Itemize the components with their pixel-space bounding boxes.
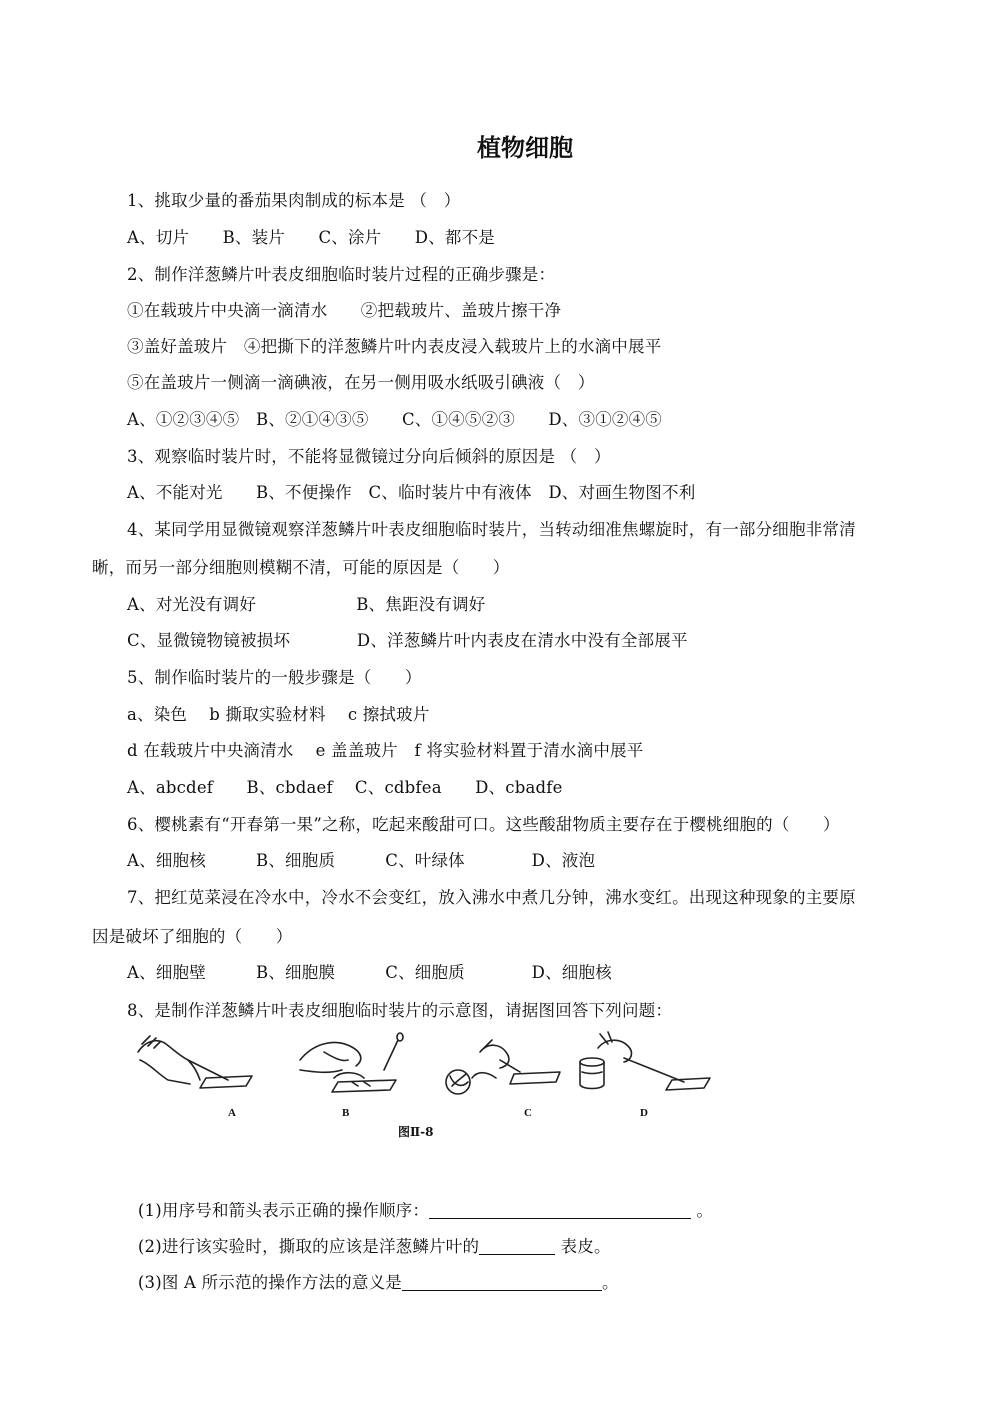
q2-step-line-2: ③盖好盖玻片 ④把撕下的洋葱鳞片叶内表皮浸入载玻片上的水滴中展平 xyxy=(127,337,662,356)
q7-stem-line-2: 因是破坏了细胞的（ ） xyxy=(92,927,293,946)
q7-options: A、细胞壁 B、细胞膜 C、细胞质 D、细胞核 xyxy=(127,963,612,982)
q8-sub3 xyxy=(127,1250,619,1294)
q5-steps-2: d 在载玻片中央滴清水 e 盖盖玻片 f 将实验材料置于清水滴中展平 xyxy=(127,741,644,760)
figure-panel-b-drawing xyxy=(300,1033,403,1092)
page-title: 植物细胞 xyxy=(477,133,573,162)
q7-stem-line-1: 7、把红苋菜浸在冷水中，冷水不会变红，放入沸水中煮几分钟，沸水变红。出现这种现象的主要原 xyxy=(127,888,856,907)
figure-panel-d-drawing xyxy=(580,1032,710,1090)
q8-sub3-answer-blank[interactable] xyxy=(402,1274,602,1291)
q2-options: A、①②③④⑤ B、②①④③⑤ C、①④⑤②③ D、③①②④⑤ xyxy=(127,410,662,429)
figure-caption: 图Ⅱ-8 xyxy=(398,1125,434,1139)
figure-label-b: B xyxy=(342,1107,350,1119)
q8-sub1-end: 。 xyxy=(691,1201,714,1220)
q8-sub2-end: 表皮。 xyxy=(555,1237,611,1256)
q4-stem-line-1: 4、某同学用显微镜观察洋葱鳞片叶表皮细胞临时装片，当转动细准焦螺旋时，有一部分细胞非常清 xyxy=(127,520,856,539)
q5-options: A、abcdef B、cbdaef C、cdbfea D、cbadfe xyxy=(127,778,563,797)
figure-label-a: A xyxy=(228,1107,236,1119)
q6-stem: 6、樱桃素有“开春第一果”之称，吃起来酸甜可口。这些酸甜物质主要存在于樱桃细胞的（ ） xyxy=(127,815,840,834)
q2-step-line-1: ①在载玻片中央滴一滴清水 ②把载玻片、盖玻片擦干净 xyxy=(127,301,562,320)
figure-illustration xyxy=(128,1030,718,1148)
experiment-figure xyxy=(128,1030,718,1148)
q6-options: A、细胞核 B、细胞质 C、叶绿体 D、液泡 xyxy=(127,851,596,870)
q4-stem-line-2: 晰，而另一部分细胞则模糊不清，可能的原因是（ ） xyxy=(92,558,510,577)
q5-stem: 5、制作临时装片的一般步骤是（ ） xyxy=(127,668,422,687)
q3-stem: 3、观察临时装片时，不能将显微镜过分向后倾斜的原因是 （ ） xyxy=(127,447,611,466)
q1-stem: 1、挑取少量的番茄果肉制成的标本是 （ ） xyxy=(127,191,461,210)
q8-stem: 8、是制作洋葱鳞片叶表皮细胞临时装片的示意图，请据图回答下列问题： xyxy=(127,1001,673,1020)
figure-label-d: D xyxy=(640,1107,648,1119)
figure-label-c: C xyxy=(524,1107,532,1119)
figure-panel-a-drawing xyxy=(138,1036,252,1088)
q8-sub2-text: (2)进行该实验时，撕取的应该是洋葱鳞片叶的 xyxy=(137,1237,480,1256)
q8-sub3-text: (3)图 A 所示范的操作方法的意义是 xyxy=(137,1273,402,1292)
q8-sub1-text: (1)用序号和箭头表示正确的操作顺序： xyxy=(137,1201,430,1220)
figure-panel-c-drawing xyxy=(446,1040,560,1094)
q2-stem: 2、制作洋葱鳞片叶表皮细胞临时装片过程的正确步骤是： xyxy=(127,265,556,284)
q8-sub3-end: 。 xyxy=(601,1273,619,1292)
q1-options: A、切片 B、装片 C、涂片 D、都不是 xyxy=(127,228,495,247)
q5-steps-1: a、染色 b 撕取实验材料 c 擦拭玻片 xyxy=(127,705,430,724)
q4-options-ab: A、对光没有调好 B、焦距没有调好 xyxy=(127,595,486,614)
q3-options: A、不能对光 B、不便操作 C、临时装片中有液体 D、对画生物图不利 xyxy=(127,483,696,502)
q2-step-line-3: ⑤在盖玻片一侧滴一滴碘液，在另一侧用吸水纸吸引碘液（ ） xyxy=(127,373,595,392)
q4-options-cd: C、显微镜物镜被损坏 D、洋葱鳞片叶内表皮在清水中没有全部展平 xyxy=(127,631,688,650)
